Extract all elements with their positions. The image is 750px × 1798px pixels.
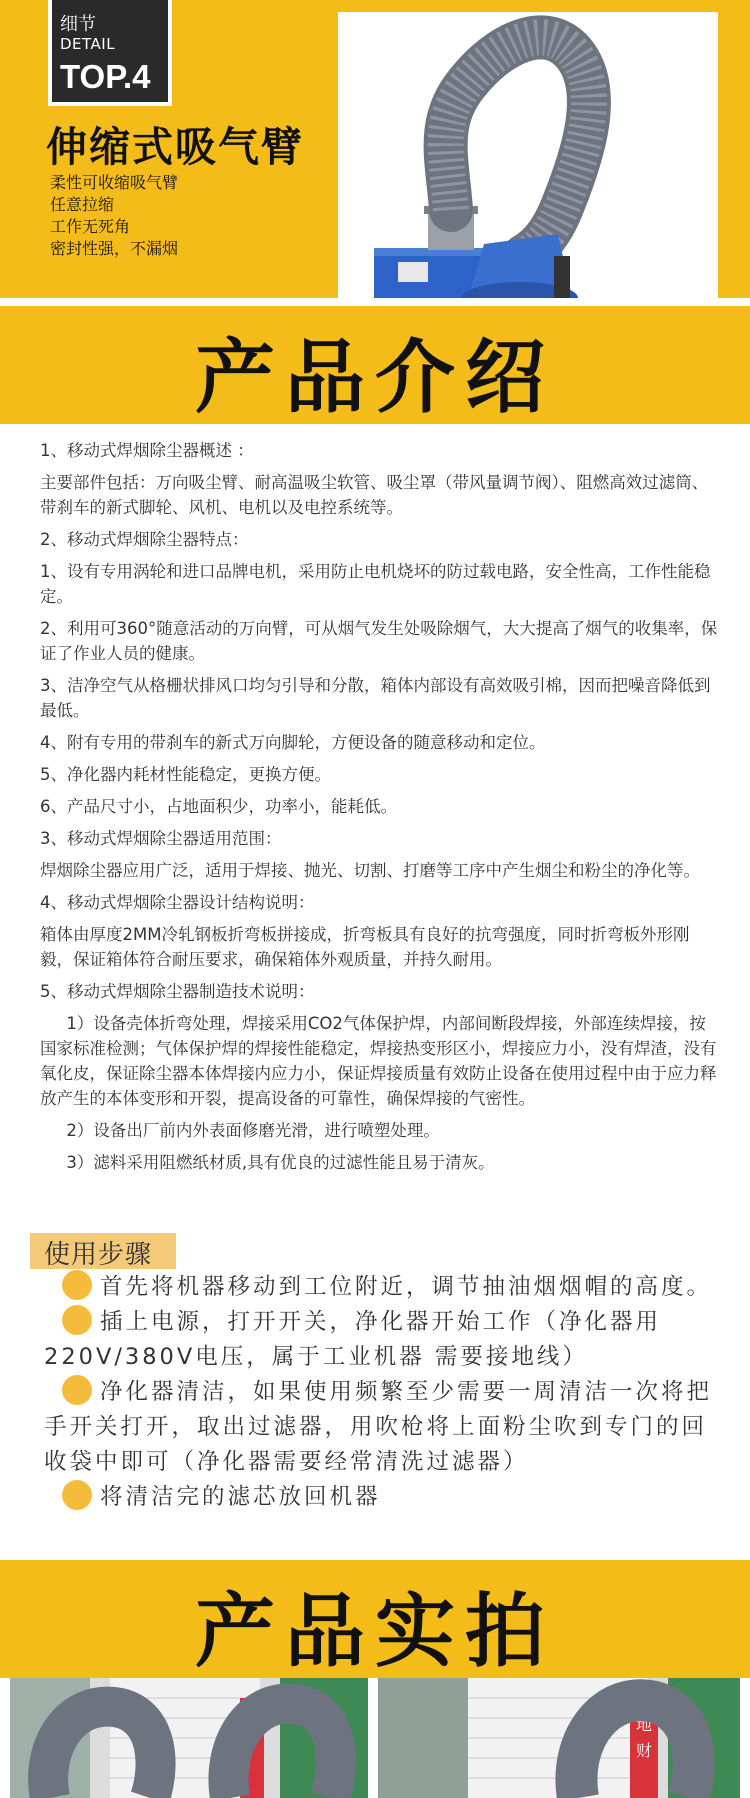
steps-list [44,1270,724,1515]
detail-feature: 密封性强，不漏烟 [50,239,179,258]
detail-feature: 柔性可收缩吸气臂 [50,173,179,192]
detail-banner [0,0,750,306]
intro-line: 2、移动式焊烟除尘器特点： [40,530,249,549]
detail-title: 伸缩式吸气臂 [46,123,304,171]
step-text: 净化器清洁，如果使用频繁至少需要一周清洁一次将把手开关打开，取出过滤器，用吹枪将上面粉尘吹到专门的回收袋中即可（净化器需要经常清洗过滤器） [44,1379,713,1475]
detail-feature: 任意拉缩 [50,195,115,214]
intro-line: 3、洁净空气从格栅状排风口均匀引导和分散，箱体内部设有高效吸引棉，因而把噪音降低到最低。 [40,676,711,720]
sign-text-1: 地 [636,1715,653,1734]
step-item [44,1270,724,1305]
step-text: 将清洁完的滤芯放回机器 [100,1484,381,1510]
intro-line: 主要部件包括：万向吸尘臂、耐高温吸尘软管、吸尘罩（带风量调节阀）、阻燃高效过滤筒、带刹车的新式脚轮、风机、电机以及电控系统等。 [40,473,709,517]
intro-line: 箱体由厚度2MM冷轧钢板折弯板拼接成，折弯板具有良好的抗弯强度，同时折弯板外形刚毅，保证箱体符合耐压要求，确保箱体外观质量，并持久耐用。 [40,925,690,969]
product-intro-text [40,438,720,1175]
intro-line: 5、净化器内耗材性能稳定，更换方便。 [40,765,331,784]
bullet-dot-icon [62,1270,92,1300]
product-photo-row [0,1678,750,1798]
intro-line: 1）设备壳体折弯处理，焊接采用CO2气体保护焊，内部间断段焊接，外部连续焊接，按国家标准检测；气体保护焊的焊接性能稳定，焊接热变形区小，焊接应力小，没有焊渣，没有氧化皮，保证除尘器本体焊接内应力小，保证焊接质量有效防止设备在使用过程中由于应力释放产生的本体变形和开裂，提高设备的可靠性，确保焊接的气密性。 [40,1014,717,1108]
section-header-intro [0,306,750,424]
step-text: 插上电源，打开开关，净化器开始工作（净化器用220V/380V电压，属于工业机器 需要接地线） [44,1309,662,1370]
section-title-photos: 产品实拍 [195,1585,555,1678]
intro-line: 2）设备出厂前内外表面修磨光滑，进行喷塑处理。 [66,1121,440,1140]
suction-arm-photo [338,12,718,298]
section-title-intro: 产品介绍 [195,331,555,424]
sign-text-2: 财 [636,1741,653,1760]
intro-line: 3）滤料采用阻燃纸材质,具有优良的过滤性能且易于清灰。 [66,1153,495,1172]
intro-line: 1、移动式焊烟除尘器概述 ： [40,441,254,460]
intro-line: 焊烟除尘器应用广泛，适用于焊接、抛光、切割、打磨等工序中产生烟尘和粉尘的净化等。 [40,861,700,880]
steps-label: 使用步骤 [44,1240,153,1270]
intro-line: 6、产品尺寸小，占地面积少，功率小，能耗低。 [40,797,397,816]
detail-tag-number: TOP.4 [60,58,151,95]
section-header-photos [0,1560,750,1678]
intro-line: 4、移动式焊烟除尘器设计结构说明： [40,893,315,912]
step-item [44,1305,724,1375]
suction-arm-illustration [338,12,718,298]
detail-tag-en: DETAIL [60,35,116,53]
bullet-dot-icon [62,1375,92,1405]
intro-line: 2、利用可360°随意活动的万向臂，可从烟气发生处吸除烟气，大大提高了烟气的收集率，保证了作业人员的健康。 [40,619,718,663]
bullet-dot-icon [62,1305,92,1335]
detail-feature-list [50,172,178,260]
intro-line: 5、移动式焊烟除尘器制造技术说明： [40,982,315,1001]
product-photo-right-illustration [378,1678,740,1798]
detail-feature: 工作无死角 [50,217,131,236]
detail-tag-cn: 细节 [60,14,96,35]
intro-line: 3、移动式焊烟除尘器适用范围： [40,829,282,848]
product-photo-right [378,1678,740,1798]
step-item [44,1375,724,1480]
step-text: 首先将机器移动到工位附近，调节抽油烟烟帽的高度。 [100,1274,713,1300]
product-photo-left-illustration [10,1678,368,1798]
intro-line: 4、附有专用的带刹车的新式万向脚轮，方便设备的随意移动和定位。 [40,733,546,752]
bullet-dot-icon [62,1480,92,1510]
intro-line: 1、设有专用涡轮和进口品牌电机，采用防止电机烧坏的防过载电路，安全性高，工作性能稳定。 [40,562,711,606]
product-photo-left [10,1678,368,1798]
step-item [44,1480,724,1515]
detail-divider [0,298,750,306]
